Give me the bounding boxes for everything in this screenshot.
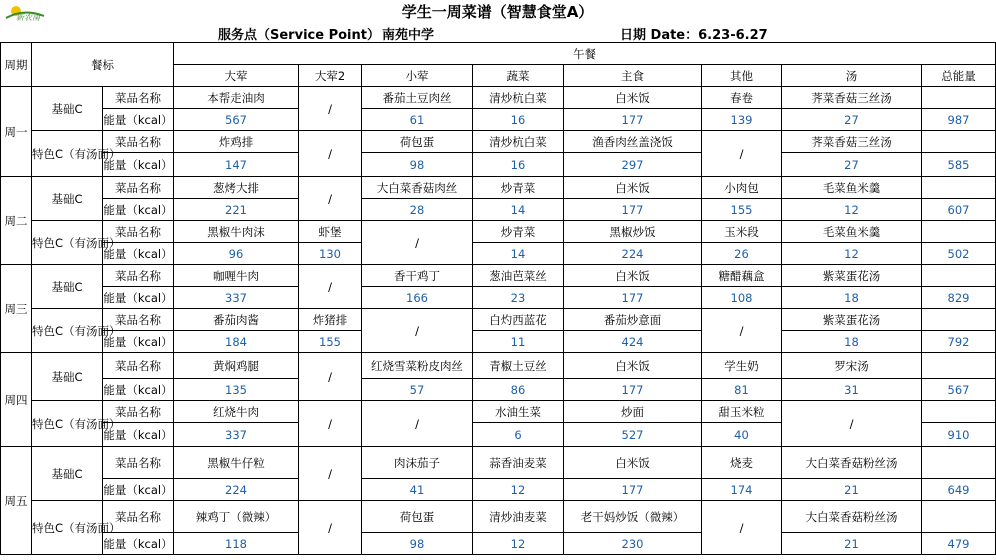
energy-row-label: 能量（kcal） bbox=[103, 423, 174, 447]
empty-slash: / bbox=[702, 309, 782, 353]
energy-value: 527 bbox=[564, 423, 702, 447]
dish-name: 炸猪排 bbox=[299, 309, 362, 331]
energy-value: 61 bbox=[362, 109, 473, 131]
energy-row bbox=[1, 287, 996, 309]
dish-name: 学生奶 bbox=[702, 353, 782, 379]
dish-name: 老干妈炒饭（微辣） bbox=[564, 501, 702, 533]
dish-name: 蒜香油麦菜 bbox=[473, 447, 564, 479]
dish-name: 荠菜香菇三丝汤 bbox=[782, 131, 922, 153]
total-blank bbox=[922, 447, 996, 479]
empty-slash: / bbox=[362, 401, 473, 447]
dish-name: 清炒杭白菜 bbox=[473, 87, 564, 109]
energy-value: 16 bbox=[473, 109, 564, 131]
energy-value: 177 bbox=[564, 479, 702, 501]
dish-name: 炒青菜 bbox=[473, 221, 564, 243]
dish-row bbox=[1, 401, 996, 423]
col-header: 汤 bbox=[782, 65, 922, 87]
energy-value: 118 bbox=[174, 533, 299, 555]
empty-slash: / bbox=[299, 353, 362, 401]
energy-value: 98 bbox=[362, 153, 473, 177]
total-blank bbox=[922, 401, 996, 423]
dish-name: 烧麦 bbox=[702, 447, 782, 479]
dish-row bbox=[1, 265, 996, 287]
energy-value: 297 bbox=[564, 153, 702, 177]
day-label: 周三 bbox=[1, 265, 32, 353]
energy-value: 139 bbox=[702, 109, 782, 131]
col-header: 大荤 bbox=[174, 65, 299, 87]
dish-name: 炒面 bbox=[564, 401, 702, 423]
energy-value: 40 bbox=[702, 423, 782, 447]
total-blank bbox=[922, 177, 996, 199]
energy-value: 26 bbox=[702, 243, 782, 265]
empty-slash: / bbox=[299, 401, 362, 447]
set-label: 基础C bbox=[32, 447, 103, 501]
total-energy: 792 bbox=[922, 331, 996, 353]
energy-value: 16 bbox=[473, 153, 564, 177]
week-header: 周期 bbox=[1, 43, 32, 87]
dish-name: 荷包蛋 bbox=[362, 501, 473, 533]
dish-name: 大白菜香菇肉丝 bbox=[362, 177, 473, 199]
energy-value: 108 bbox=[702, 287, 782, 309]
dish-name: 辣鸡丁（微辣） bbox=[174, 501, 299, 533]
dish-name: 炒青菜 bbox=[473, 177, 564, 199]
total-blank bbox=[922, 131, 996, 153]
dish-name: 黑椒炒饭 bbox=[564, 221, 702, 243]
dish-name: 白米饭 bbox=[564, 87, 702, 109]
total-blank bbox=[922, 221, 996, 243]
day-label: 周四 bbox=[1, 353, 32, 447]
date-label: 日期 Date： bbox=[620, 28, 699, 43]
dish-row-label: 菜品名称 bbox=[103, 309, 174, 331]
energy-value: 12 bbox=[473, 479, 564, 501]
dish-name: 紫菜蛋花汤 bbox=[782, 265, 922, 287]
total-energy: 829 bbox=[922, 287, 996, 309]
dish-name: 红烧雪菜粉皮肉丝 bbox=[362, 353, 473, 379]
dish-name: 肉沫茄子 bbox=[362, 447, 473, 479]
set-label: 特色C（有汤面） bbox=[32, 221, 103, 265]
energy-value: 184 bbox=[174, 331, 299, 353]
energy-value: 12 bbox=[782, 243, 922, 265]
total-blank bbox=[922, 265, 996, 287]
dish-row-label: 菜品名称 bbox=[103, 221, 174, 243]
day-label: 周一 bbox=[1, 87, 32, 177]
energy-value: 155 bbox=[299, 331, 362, 353]
dish-name: 紫菜蛋花汤 bbox=[782, 309, 922, 331]
energy-row bbox=[1, 153, 996, 177]
energy-row-label: 能量（kcal） bbox=[103, 379, 174, 401]
energy-value: 177 bbox=[564, 287, 702, 309]
col-header: 小荤 bbox=[362, 65, 473, 87]
dish-name: 白米饭 bbox=[564, 177, 702, 199]
dish-row bbox=[1, 353, 996, 379]
col-header: 主食 bbox=[564, 65, 702, 87]
total-energy: 502 bbox=[922, 243, 996, 265]
energy-value: 18 bbox=[782, 287, 922, 309]
empty-slash: / bbox=[299, 501, 362, 555]
dish-name: 清炒杭白菜 bbox=[473, 131, 564, 153]
energy-value: 166 bbox=[362, 287, 473, 309]
energy-value: 86 bbox=[473, 379, 564, 401]
energy-value: 155 bbox=[702, 199, 782, 221]
energy-value: 130 bbox=[299, 243, 362, 265]
dish-name: 番茄肉酱 bbox=[174, 309, 299, 331]
energy-row bbox=[1, 109, 996, 131]
set-label: 基础C bbox=[32, 87, 103, 131]
energy-value: 147 bbox=[174, 153, 299, 177]
energy-row-label: 能量（kcal） bbox=[103, 109, 174, 131]
energy-value: 14 bbox=[473, 243, 564, 265]
energy-value: 230 bbox=[564, 533, 702, 555]
energy-value: 41 bbox=[362, 479, 473, 501]
dish-name: 渔香肉丝盖浇饭 bbox=[564, 131, 702, 153]
dish-name: 炸鸡排 bbox=[174, 131, 299, 153]
energy-value: 567 bbox=[174, 109, 299, 131]
empty-slash: / bbox=[299, 131, 362, 177]
energy-value: 224 bbox=[174, 479, 299, 501]
energy-row-label: 能量（kcal） bbox=[103, 479, 174, 501]
dish-row bbox=[1, 447, 996, 479]
dish-name: 白米饭 bbox=[564, 447, 702, 479]
total-blank bbox=[922, 309, 996, 331]
col-header: 蔬菜 bbox=[473, 65, 564, 87]
menu-table bbox=[0, 42, 996, 555]
dish-name: 葱油芭菜丝 bbox=[473, 265, 564, 287]
dish-name: 玉米段 bbox=[702, 221, 782, 243]
dish-name: 大白菜香菇粉丝汤 bbox=[782, 501, 922, 533]
total-blank bbox=[922, 501, 996, 533]
dish-name: 黑椒牛仔粒 bbox=[174, 447, 299, 479]
energy-value: 174 bbox=[702, 479, 782, 501]
dish-name: 葱烤大排 bbox=[174, 177, 299, 199]
col-header: 大荤2 bbox=[299, 65, 362, 87]
dish-name: 毛菜鱼米羹 bbox=[782, 177, 922, 199]
set-label: 基础C bbox=[32, 177, 103, 221]
energy-value: 11 bbox=[473, 331, 564, 353]
dish-row bbox=[1, 87, 996, 109]
dish-name: 毛菜鱼米羹 bbox=[782, 221, 922, 243]
energy-value: 221 bbox=[174, 199, 299, 221]
energy-row-label: 能量（kcal） bbox=[103, 199, 174, 221]
dish-name: 青椒土豆丝 bbox=[473, 353, 564, 379]
lunch-header: 午餐 bbox=[174, 43, 996, 65]
dish-name: 黄焖鸡腿 bbox=[174, 353, 299, 379]
energy-row bbox=[1, 533, 996, 555]
dish-name: 咖喱牛肉 bbox=[174, 265, 299, 287]
total-energy: 649 bbox=[922, 479, 996, 501]
dish-row bbox=[1, 177, 996, 199]
day-label: 周二 bbox=[1, 177, 32, 265]
day-label: 周五 bbox=[1, 447, 32, 555]
dish-name: 本帮走油肉 bbox=[174, 87, 299, 109]
empty-slash: / bbox=[299, 265, 362, 309]
dish-row bbox=[1, 309, 996, 331]
energy-row bbox=[1, 479, 996, 501]
energy-value: 98 bbox=[362, 533, 473, 555]
energy-value: 28 bbox=[362, 199, 473, 221]
empty-slash: / bbox=[299, 87, 362, 131]
dish-row bbox=[1, 221, 996, 243]
energy-value: 224 bbox=[564, 243, 702, 265]
energy-row-label: 能量（kcal） bbox=[103, 153, 174, 177]
dish-name: 白灼西蓝花 bbox=[473, 309, 564, 331]
empty-slash: / bbox=[702, 501, 782, 555]
dish-name: 香干鸡丁 bbox=[362, 265, 473, 287]
empty-slash: / bbox=[299, 177, 362, 221]
page-title: 学生一周菜谱（智慧食堂A） bbox=[401, 3, 594, 21]
energy-value: 31 bbox=[782, 379, 922, 401]
dish-name: 水油生菜 bbox=[473, 401, 564, 423]
dish-row-label: 菜品名称 bbox=[103, 501, 174, 533]
dish-name: 黑椒牛肉沫 bbox=[174, 221, 299, 243]
service-value: 南苑中学 bbox=[381, 28, 434, 43]
service-label: 服务点（Service Point） bbox=[218, 28, 380, 43]
empty-slash: / bbox=[782, 401, 922, 447]
header-row-1 bbox=[1, 43, 996, 65]
energy-row bbox=[1, 243, 996, 265]
total-energy: 910 bbox=[922, 423, 996, 447]
dish-row-label: 菜品名称 bbox=[103, 447, 174, 479]
energy-value: 96 bbox=[174, 243, 299, 265]
empty-slash: / bbox=[362, 309, 473, 353]
energy-row bbox=[1, 331, 996, 353]
energy-value: 21 bbox=[782, 479, 922, 501]
energy-row bbox=[1, 379, 996, 401]
dish-row-label: 菜品名称 bbox=[103, 353, 174, 379]
logo-text: 新农南 bbox=[16, 13, 40, 22]
energy-value: 14 bbox=[473, 199, 564, 221]
dish-name: 番茄炒意面 bbox=[564, 309, 702, 331]
total-blank bbox=[922, 87, 996, 109]
energy-row-label: 能量（kcal） bbox=[103, 243, 174, 265]
energy-value: 57 bbox=[362, 379, 473, 401]
energy-value: 337 bbox=[174, 423, 299, 447]
dish-row bbox=[1, 131, 996, 153]
set-label: 特色C（有汤面） bbox=[32, 309, 103, 353]
energy-value: 18 bbox=[782, 331, 922, 353]
dish-name: 罗宋汤 bbox=[782, 353, 922, 379]
energy-value: 27 bbox=[782, 153, 922, 177]
dish-row-label: 菜品名称 bbox=[103, 87, 174, 109]
col-header: 总能量 bbox=[922, 65, 996, 87]
energy-value: 27 bbox=[782, 109, 922, 131]
total-energy: 607 bbox=[922, 199, 996, 221]
dish-name: 甜玉米粒 bbox=[702, 401, 782, 423]
energy-value: 23 bbox=[473, 287, 564, 309]
dish-row-label: 菜品名称 bbox=[103, 401, 174, 423]
dish-name: 荷包蛋 bbox=[362, 131, 473, 153]
dish-name: 番茄土豆肉丝 bbox=[362, 87, 473, 109]
dish-row-label: 菜品名称 bbox=[103, 265, 174, 287]
energy-value: 21 bbox=[782, 533, 922, 555]
dish-name: 小肉包 bbox=[702, 177, 782, 199]
dish-name: 荠菜香菇三丝汤 bbox=[782, 87, 922, 109]
set-label: 特色C（有汤面） bbox=[32, 131, 103, 177]
set-label: 特色C（有汤面） bbox=[32, 501, 103, 555]
energy-row bbox=[1, 199, 996, 221]
set-label: 基础C bbox=[32, 353, 103, 401]
energy-value: 12 bbox=[782, 199, 922, 221]
dish-name: 白米饭 bbox=[564, 353, 702, 379]
date-value: 6.23-6.27 bbox=[698, 28, 768, 43]
dish-name: 大白菜香菇粉丝汤 bbox=[782, 447, 922, 479]
dish-name: 白米饭 bbox=[564, 265, 702, 287]
energy-row-label: 能量（kcal） bbox=[103, 331, 174, 353]
dish-row-label: 菜品名称 bbox=[103, 177, 174, 199]
energy-value: 424 bbox=[564, 331, 702, 353]
dish-name: 虾堡 bbox=[299, 221, 362, 243]
service-point bbox=[218, 24, 434, 43]
dish-name: 红烧牛肉 bbox=[174, 401, 299, 423]
energy-value: 177 bbox=[564, 109, 702, 131]
energy-value: 81 bbox=[702, 379, 782, 401]
date-range bbox=[620, 24, 768, 43]
energy-row-label: 能量（kcal） bbox=[103, 287, 174, 309]
dish-row bbox=[1, 501, 996, 533]
set-header: 餐标 bbox=[32, 43, 174, 87]
total-energy: 567 bbox=[922, 379, 996, 401]
energy-value: 177 bbox=[564, 379, 702, 401]
set-label: 基础C bbox=[32, 265, 103, 309]
empty-slash: / bbox=[702, 131, 782, 177]
dish-row-label: 菜品名称 bbox=[103, 131, 174, 153]
energy-value: 177 bbox=[564, 199, 702, 221]
col-header: 其他 bbox=[702, 65, 782, 87]
energy-value: 135 bbox=[174, 379, 299, 401]
empty-slash: / bbox=[362, 221, 473, 265]
energy-value: 12 bbox=[473, 533, 564, 555]
dish-name: 糖醋藕盒 bbox=[702, 265, 782, 287]
energy-value: 6 bbox=[473, 423, 564, 447]
dish-name: 清炒油麦菜 bbox=[473, 501, 564, 533]
total-energy: 585 bbox=[922, 153, 996, 177]
set-label: 特色C（有汤面） bbox=[32, 401, 103, 447]
energy-value: 337 bbox=[174, 287, 299, 309]
total-blank bbox=[922, 353, 996, 379]
dish-name: 春卷 bbox=[702, 87, 782, 109]
energy-row-label: 能量（kcal） bbox=[103, 533, 174, 555]
empty-slash: / bbox=[299, 447, 362, 501]
total-energy: 987 bbox=[922, 109, 996, 131]
total-energy: 479 bbox=[922, 533, 996, 555]
